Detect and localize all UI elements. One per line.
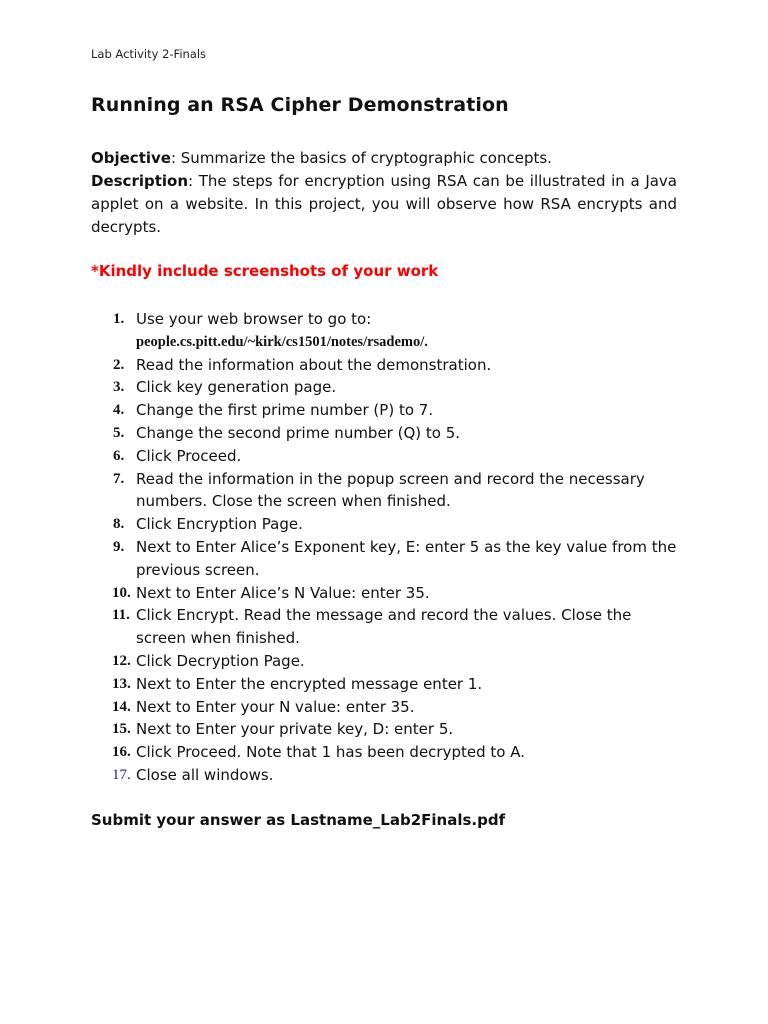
step-number: 2.	[113, 356, 125, 373]
step-number: 4.	[113, 402, 125, 419]
objective-text: : Summarize the basics of cryptographic concepts.	[170, 149, 552, 167]
step-text: Next to Enter your private key, D: enter 5.	[136, 720, 454, 739]
step-text: Change the second prime number (Q) to 5.	[136, 423, 461, 442]
steps-list	[91, 308, 677, 787]
step-number: 12.	[112, 652, 131, 669]
step-number: 5.	[113, 424, 125, 441]
step-item	[91, 718, 677, 741]
step-item	[91, 468, 677, 514]
screenshot-notice: *Kindly include screenshots of your work	[91, 262, 439, 280]
step-text: Close all windows.	[136, 765, 274, 784]
step-item	[91, 376, 677, 399]
step-item	[91, 764, 677, 787]
header-label: Lab Activity 2-Finals	[91, 47, 207, 61]
step-item	[91, 445, 677, 468]
step-number: 14.	[112, 698, 131, 715]
description-text: : The steps for encryption using RSA can be illustrated in a Java applet on a website. In this project, you will observe how RSA encrypts and decrypts.	[91, 172, 677, 236]
step-number: 10.	[112, 584, 131, 601]
objective-label: Objective	[91, 149, 171, 167]
step-text: Click key generation page.	[136, 378, 337, 397]
step-item	[91, 650, 677, 673]
page-title: Running an RSA Cipher Demonstration	[91, 94, 509, 116]
step-item	[91, 308, 677, 354]
step-number: 16.	[112, 744, 131, 761]
step-number: 13.	[112, 675, 131, 692]
step-number: 8.	[113, 516, 125, 533]
step-text: Next to Enter Alice’s Exponent key, E: enter 5 as the key value from the previous screen.	[136, 537, 677, 579]
step-text: Read the information in the popup screen and record the necessary numbers. Close the screen when finished.	[136, 469, 645, 511]
step-item	[91, 354, 677, 377]
step-text: Click Encrypt. Read the message and record the values. Close the screen when finished.	[136, 606, 632, 648]
step-item	[91, 582, 677, 605]
submit-instruction: Submit your answer as Lastname_Lab2Finals.pdf	[91, 811, 506, 829]
step-item	[91, 696, 677, 719]
step-text: Use your web browser to go to:	[136, 310, 372, 328]
step-text: Click Proceed. Note that 1 has been decrypted to A.	[136, 743, 525, 762]
step-text: Change the first prime number (P) to 7.	[136, 401, 434, 420]
description-paragraph	[91, 170, 677, 239]
step-item	[91, 422, 677, 445]
step-text: Next to Enter Alice’s N Value: enter 35.	[136, 583, 430, 602]
step-number: 1.	[113, 311, 125, 327]
step-item	[91, 399, 677, 422]
step-text: Next to Enter your N value: enter 35.	[136, 697, 415, 716]
step-text: Click Encryption Page.	[136, 515, 303, 534]
step-number: 7.	[113, 470, 125, 487]
demo-url-link[interactable]: people.cs.pitt.edu/~kirk/cs1501/notes/rsademo/.	[136, 333, 428, 350]
step-item	[91, 741, 677, 764]
step-number: 9.	[113, 538, 125, 555]
objective-paragraph	[91, 147, 552, 170]
step-item	[91, 513, 677, 536]
step-item	[91, 673, 677, 696]
step-number: 11.	[112, 607, 130, 624]
step-number: 3.	[113, 379, 125, 396]
step-item	[91, 536, 677, 582]
description-label: Description	[91, 172, 189, 190]
step-number: 15.	[112, 721, 131, 738]
step-text: Read the information about the demonstration.	[136, 355, 492, 374]
step-text: Click Proceed.	[136, 446, 242, 465]
step-number: 6.	[113, 447, 125, 464]
step-text: Click Decryption Page.	[136, 651, 305, 670]
step-number: 17.	[112, 766, 131, 783]
step-item	[91, 604, 677, 650]
step-text: Next to Enter the encrypted message enter 1.	[136, 674, 483, 693]
